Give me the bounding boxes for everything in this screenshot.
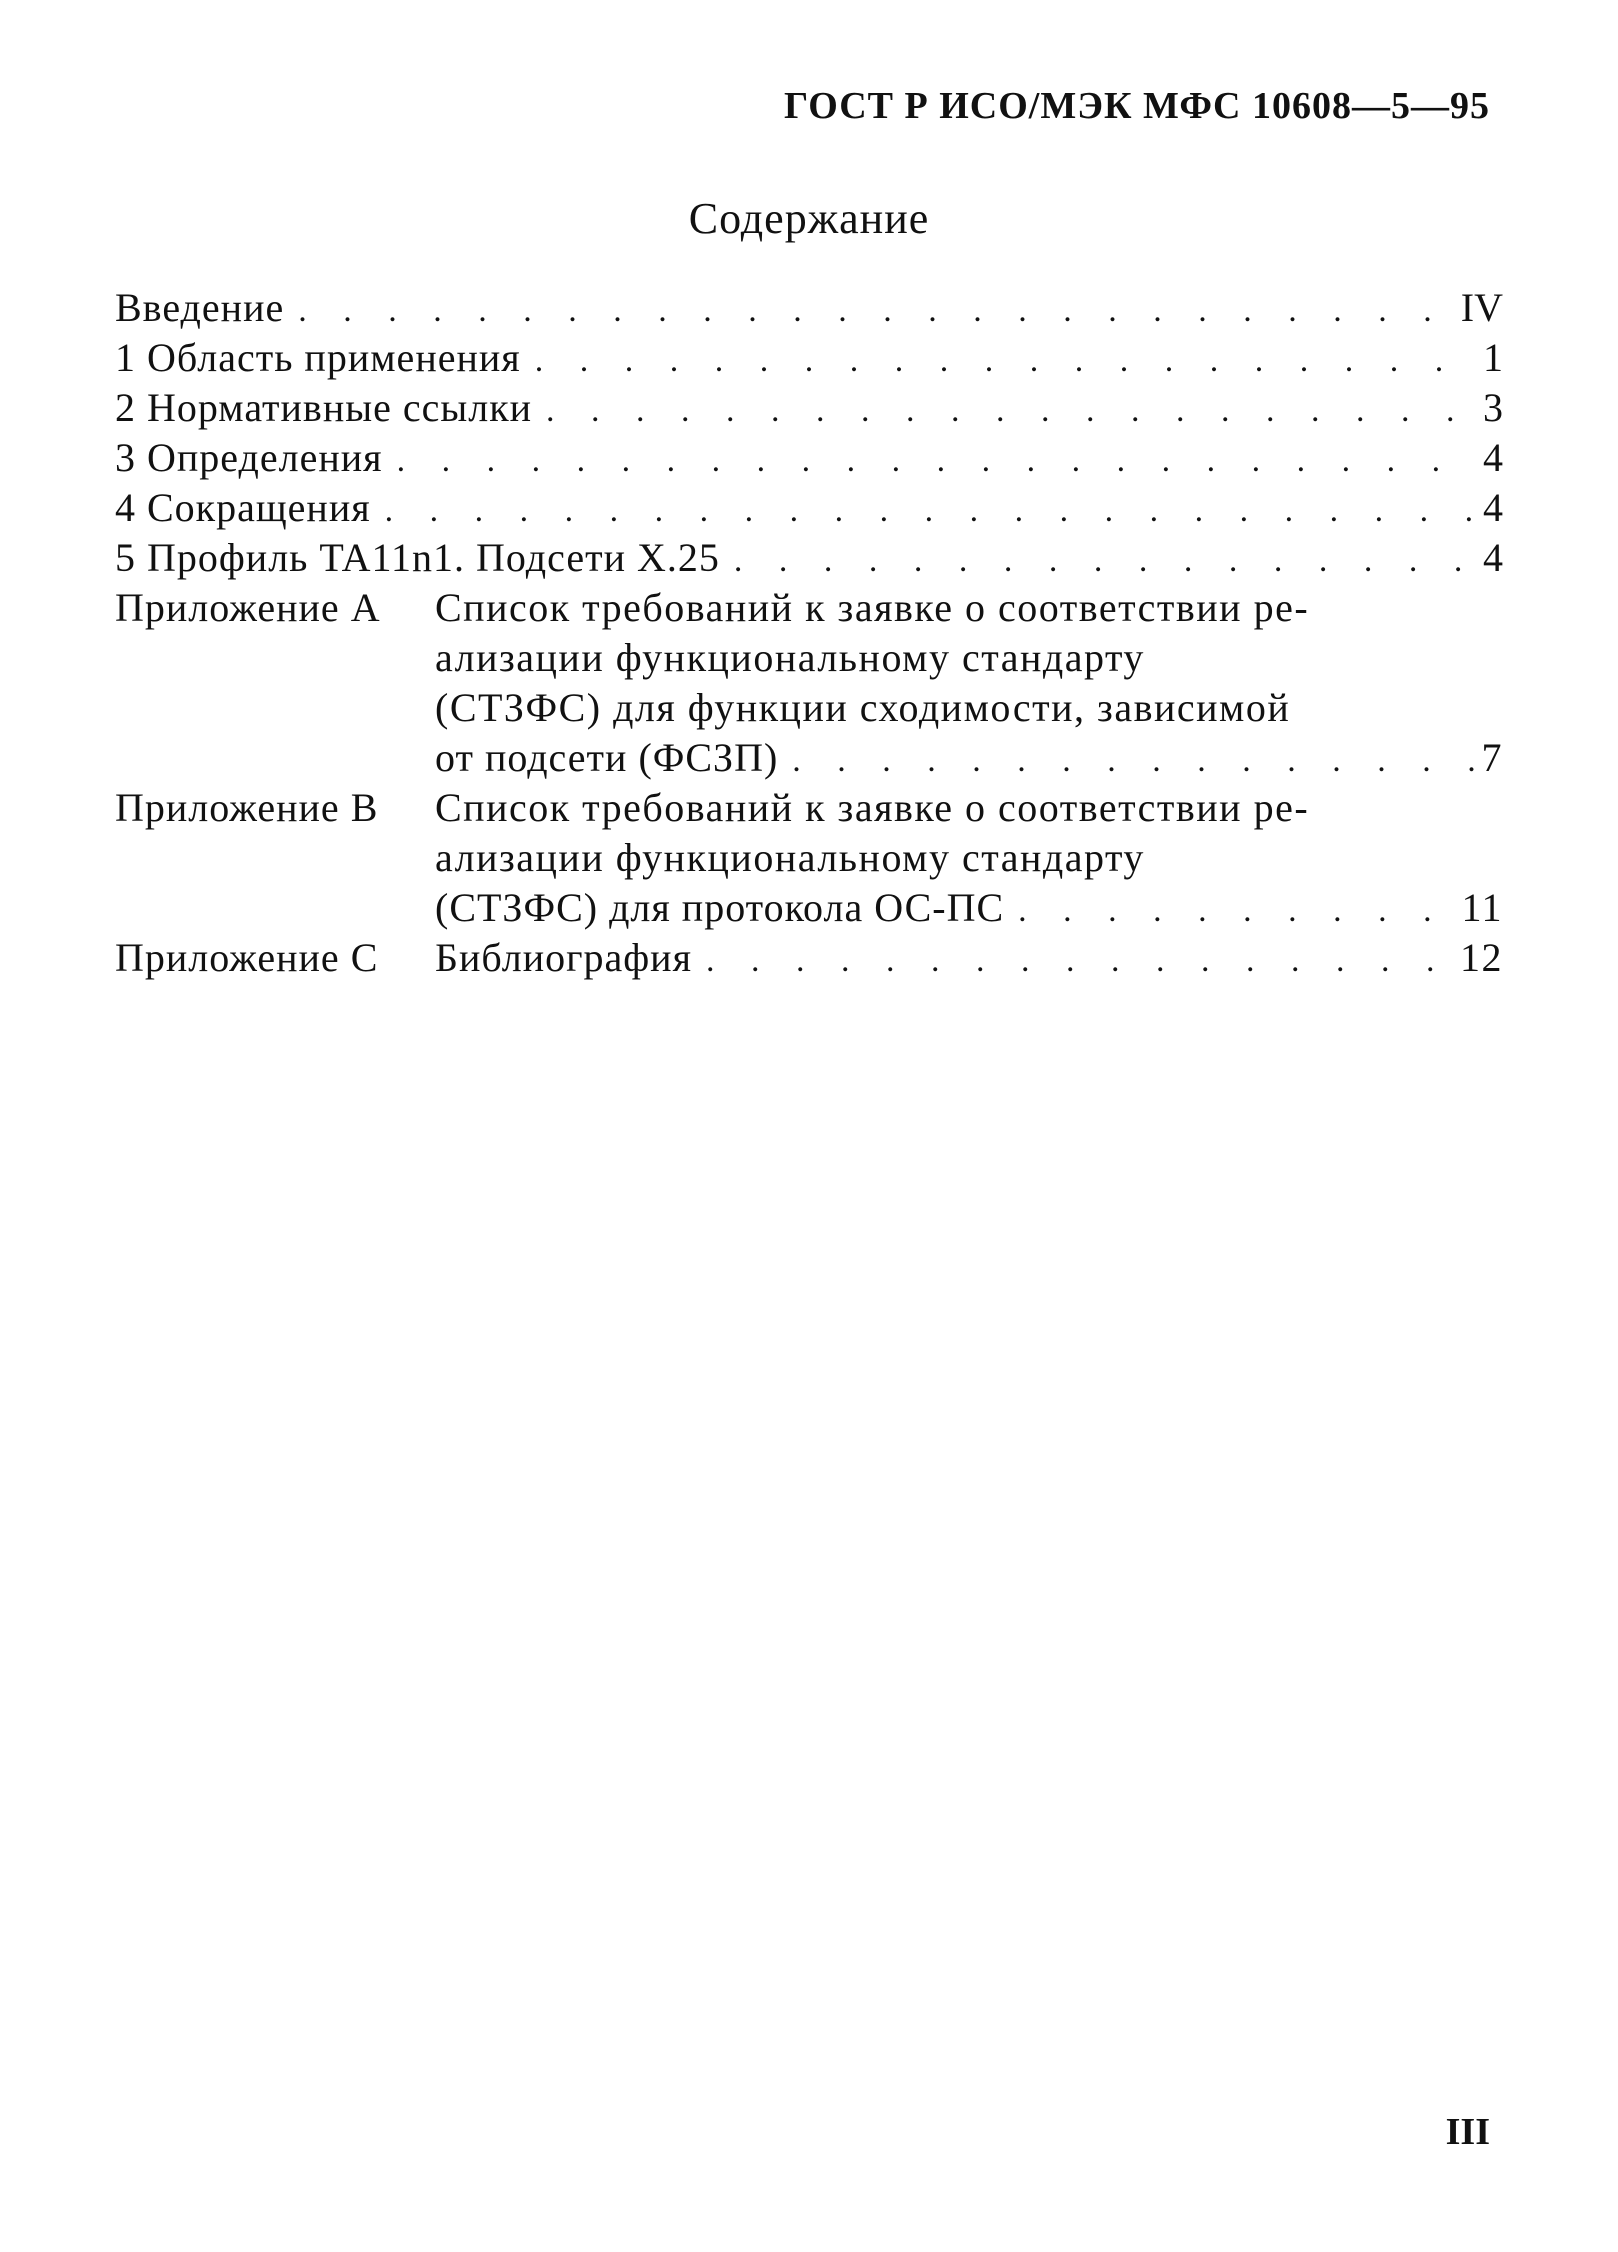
- table-of-contents: [115, 283, 1503, 983]
- toc-entry[interactable]: [115, 483, 1503, 533]
- toc-appendix-a[interactable]: [115, 583, 1503, 783]
- appendix-title-line: Библиография: [435, 935, 692, 980]
- toc-entry-label: 5 Профиль TA11n1. Подсети X.25: [115, 535, 720, 580]
- appendix-title-line: (СТЗФС) для функции сходимости, зависимой: [435, 685, 1291, 730]
- leader-dots: [385, 486, 1475, 536]
- appendix-title-line: Список требований к заявке о соответствии ре-: [435, 585, 1310, 630]
- appendix-prefix: Приложение В: [115, 785, 379, 830]
- toc-entry-page: IV: [1460, 285, 1503, 330]
- appendix-title-line: Список требований к заявке о соответствии ре-: [435, 785, 1310, 830]
- toc-entry-label: Введение: [115, 285, 285, 330]
- toc-entry-page: 4: [1483, 485, 1503, 530]
- leader-dots: [706, 936, 1452, 986]
- toc-entry-page: 7: [1481, 735, 1503, 780]
- toc-appendix-b[interactable]: [115, 783, 1503, 933]
- toc-entry-page: 1: [1483, 335, 1503, 380]
- appendix-title-line: от подсети (ФСЗП): [435, 735, 779, 780]
- toc-entry-label: 2 Нормативные ссылки: [115, 385, 533, 430]
- document-code-header: ГОСТ Р ИСО/МЭК МФС 10608—5—95: [783, 85, 1490, 127]
- leader-dots: [298, 286, 1453, 336]
- leader-dots: [397, 436, 1475, 486]
- leader-dots: [1018, 886, 1453, 936]
- toc-entry-page: 4: [1483, 535, 1503, 580]
- leader-dots: [546, 386, 1475, 436]
- toc-entry[interactable]: [115, 283, 1503, 333]
- toc-title: Содержание: [688, 194, 930, 243]
- page-number: III: [1445, 2111, 1490, 2153]
- toc-entry[interactable]: [115, 333, 1503, 383]
- toc-entry-label: 3 Определения: [115, 435, 383, 480]
- toc-entry-label: 1 Область применения: [115, 335, 521, 380]
- appendix-title-line: ализации функциональному стандарту: [435, 635, 1145, 680]
- toc-appendix-c[interactable]: [115, 933, 1503, 983]
- toc-entry-page: 11: [1461, 885, 1503, 930]
- appendix-title-line: ализации функциональному стандарту: [435, 835, 1145, 880]
- toc-entry-page: 12: [1460, 935, 1503, 980]
- appendix-title-line: (СТЗФС) для протокола ОС-ПС: [435, 885, 1005, 930]
- leader-dots: [535, 336, 1475, 386]
- appendix-prefix: Приложение С: [115, 935, 379, 980]
- toc-entry[interactable]: [115, 383, 1503, 433]
- toc-entry-label: 4 Сокращения: [115, 485, 371, 530]
- toc-entry-page: 3: [1483, 385, 1503, 430]
- appendix-prefix: Приложение А: [115, 585, 381, 630]
- leader-dots: [734, 536, 1475, 586]
- leader-dots: [792, 736, 1473, 786]
- toc-entry-page: 4: [1483, 435, 1503, 480]
- toc-entry[interactable]: [115, 533, 1503, 583]
- toc-entry[interactable]: [115, 433, 1503, 483]
